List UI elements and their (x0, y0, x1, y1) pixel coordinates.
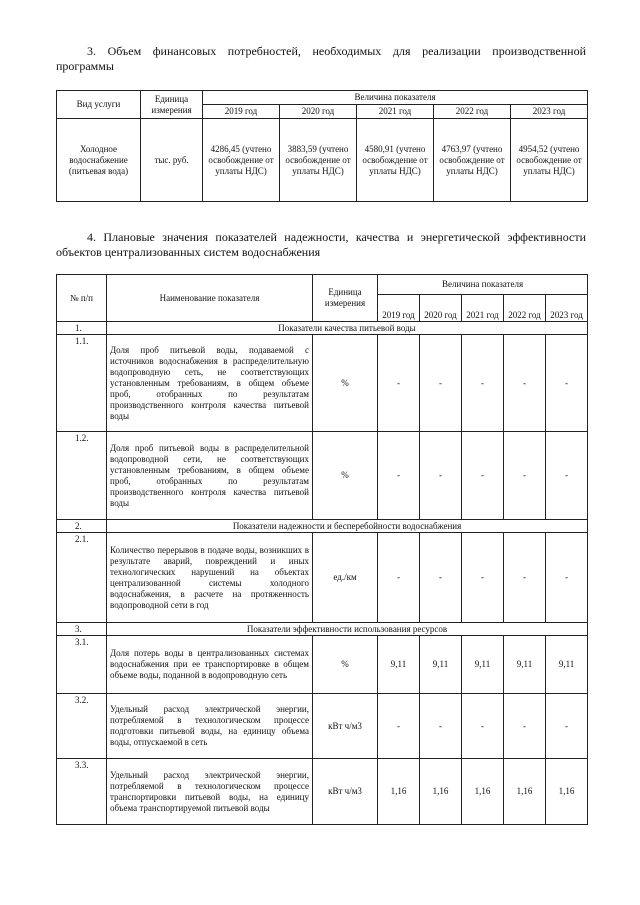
value-cell: - (462, 533, 504, 623)
section-num: 2. (57, 520, 107, 533)
col-header-service: Вид услуги (57, 91, 141, 119)
table-row (57, 432, 588, 520)
unit-cell: % (313, 636, 378, 694)
financial-needs-table (56, 90, 588, 202)
year-header: 2022 год (434, 105, 511, 119)
value-cell: 9,11 (462, 636, 504, 694)
indicator-name: Доля проб питьевой воды, подаваемой с источников водоснабжения в распределительную водопроводную сеть, не соответствующих установленным требованиям, в общем объеме проб, отобранных по результатам производственного контроля качества питьевой воды (107, 335, 313, 432)
value-cell: - (546, 335, 588, 432)
value-cell: - (504, 432, 546, 520)
table-row (57, 759, 588, 825)
col-header-value: Величина показателя (378, 275, 588, 295)
service-cell: Холодное водоснабжение (питьевая вода) (57, 119, 141, 202)
row-num: 3.1. (57, 636, 107, 694)
unit-cell: кВт ч/м3 (313, 759, 378, 825)
year-header: 2023 год (511, 105, 588, 119)
indicators-table (56, 274, 588, 825)
value-cell: - (546, 533, 588, 623)
value-cell: - (462, 694, 504, 759)
value-cell: 1,16 (420, 759, 462, 825)
indicator-name: Удельный расход электрической энергии, потребляемой в технологическом процессе транспортировки питьевой воды, на единицу объема транспортируемой питьевой воды (107, 759, 313, 825)
value-cell: 9,11 (378, 636, 420, 694)
col-header-num: № п/п (57, 275, 107, 322)
year-header: 2021 год (462, 295, 504, 322)
value-cell: 4286,45 (учтено освобождение от уплаты НДС) (203, 119, 280, 202)
section-title: Показатели качества питьевой воды (107, 322, 588, 335)
table-row (57, 533, 588, 623)
section-row (57, 322, 588, 335)
value-cell: - (504, 533, 546, 623)
value-cell: 1,16 (546, 759, 588, 825)
table-row (57, 636, 588, 694)
indicator-name: Количество перерывов в подаче воды, возникших в результате аварий, повреждений и иных технологических нарушений на объектах централизованной системы холодного водоснабжения, в расчете на протяженность водопроводной сети в год (107, 533, 313, 623)
value-cell: 1,16 (378, 759, 420, 825)
value-cell: - (420, 533, 462, 623)
year-header: 2020 год (280, 105, 357, 119)
section-num: 3. (57, 623, 107, 636)
value-cell: 4954,52 (учтено освобождение от уплаты НДС) (511, 119, 588, 202)
value-cell: 4580,91 (учтено освобождение от уплаты НДС) (357, 119, 434, 202)
value-cell: - (546, 694, 588, 759)
value-cell: 1,16 (462, 759, 504, 825)
col-header-name: Наименование показателя (107, 275, 313, 322)
section-title: Показатели эффективности использования ресурсов (107, 623, 588, 636)
value-cell: - (420, 694, 462, 759)
value-cell: 4763,97 (учтено освобождение от уплаты НДС) (434, 119, 511, 202)
value-cell: 3883,59 (учтено освобождение от уплаты НДС) (280, 119, 357, 202)
section-row (57, 623, 588, 636)
row-num: 3.2. (57, 694, 107, 759)
value-cell: - (378, 694, 420, 759)
col-header-unit: Единица измерения (141, 91, 203, 119)
indicator-name: Доля проб питьевой воды в распределительной водопроводной сети, не соответствующих установленным требованиям, в общем объеме проб, отобранных по результатам производственного контроля качества питьевой воды (107, 432, 313, 520)
value-cell: - (420, 335, 462, 432)
value-cell: - (378, 335, 420, 432)
unit-cell: % (313, 335, 378, 432)
value-cell: 1,16 (504, 759, 546, 825)
table-row (57, 335, 588, 432)
value-cell: 9,11 (546, 636, 588, 694)
year-header: 2020 год (420, 295, 462, 322)
table-row (57, 694, 588, 759)
section-num: 1. (57, 322, 107, 335)
year-header: 2022 год (504, 295, 546, 322)
row-num: 3.3. (57, 759, 107, 825)
value-cell: - (504, 694, 546, 759)
section-3-heading: 3. Объем финансовых потребностей, необходимых для реализации производственной программы (56, 44, 586, 73)
value-cell: - (504, 335, 546, 432)
value-cell: - (462, 335, 504, 432)
value-cell: - (462, 432, 504, 520)
indicator-name: Доля потерь воды в централизованных системах водоснабжения при ее транспортировке в общем объеме воды, поданной в водопроводную сеть (107, 636, 313, 694)
row-num: 1.1. (57, 335, 107, 432)
indicator-name: Удельный расход электрической энергии, потребляемой в технологическом процессе подготовки питьевой воды, на единицу объема воды, отпускаемой в сеть (107, 694, 313, 759)
year-header: 2023 год (546, 295, 588, 322)
unit-cell: ед./км (313, 533, 378, 623)
row-num: 2.1. (57, 533, 107, 623)
value-cell: - (420, 432, 462, 520)
value-cell: 9,11 (504, 636, 546, 694)
value-cell: - (378, 533, 420, 623)
year-header: 2019 год (378, 295, 420, 322)
year-header: 2019 год (203, 105, 280, 119)
value-cell: 9,11 (420, 636, 462, 694)
row-num: 1.2. (57, 432, 107, 520)
section-row (57, 520, 588, 533)
unit-cell: тыс. руб. (141, 119, 203, 202)
year-header: 2021 год (357, 105, 434, 119)
section-title: Показатели надежности и бесперебойности водоснабжения (107, 520, 588, 533)
col-header-value: Величина показателя (203, 91, 588, 105)
section-4-heading: 4. Плановые значения показателей надежности, качества и энергетической эффективности объектов централизованных систем водоснабжения (56, 230, 586, 259)
value-cell: - (378, 432, 420, 520)
table-row (57, 119, 588, 202)
value-cell: - (546, 432, 588, 520)
col-header-unit: Единица измерения (313, 275, 378, 322)
unit-cell: кВт ч/м3 (313, 694, 378, 759)
unit-cell: % (313, 432, 378, 520)
